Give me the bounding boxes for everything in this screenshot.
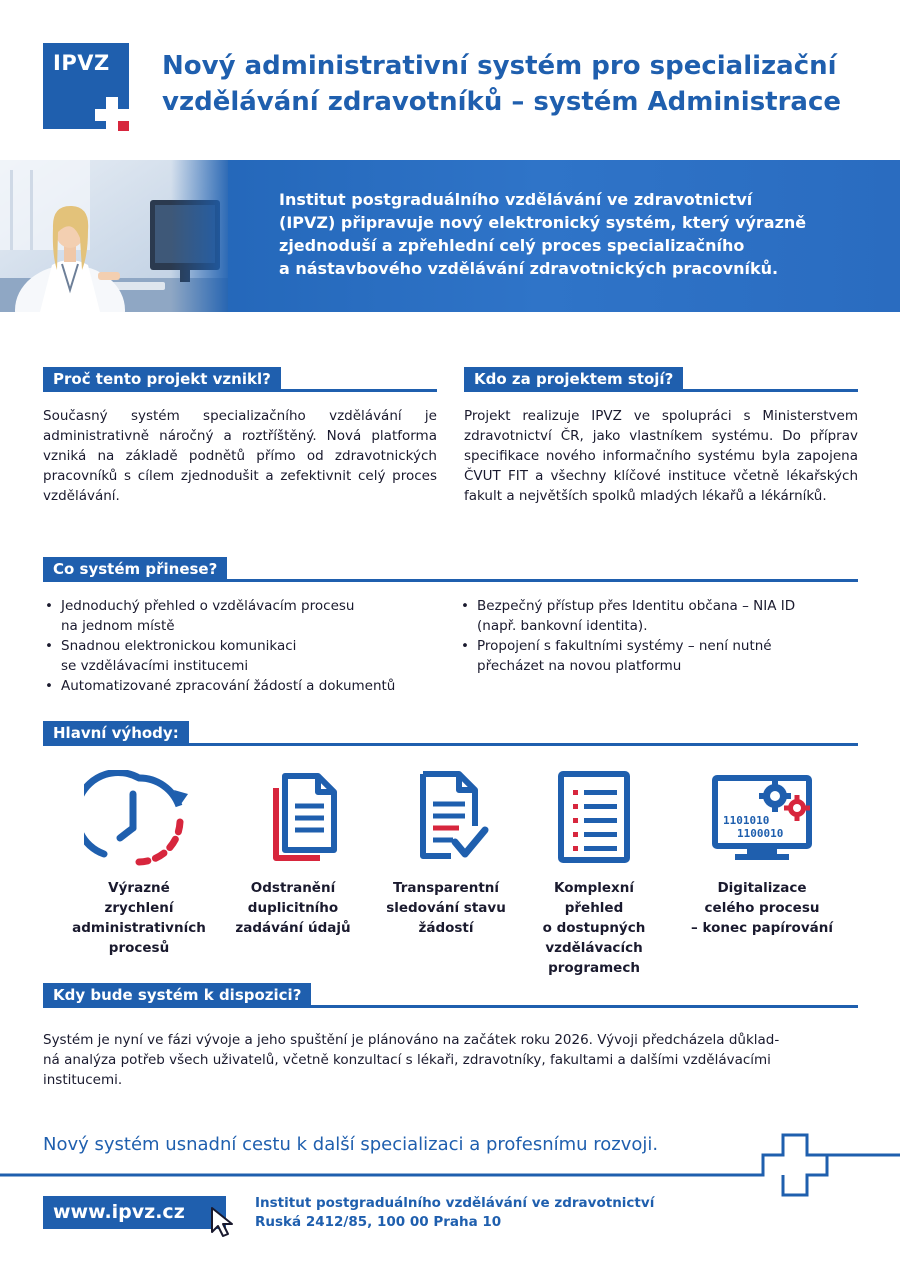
brings-list-right: [459, 596, 859, 676]
monitor-gears-icon: [707, 770, 817, 870]
when-text: Systém je nyní ve fázi vývoje a jeho spuštění je plánováno na začátek roku 2026. Vývoji předcházela důklad- ná analýza potřeb všech uživatelů, včetně konzultací s lékaři, zdravotníky, fakultami a dalšími vzdělávacími institucemi.: [43, 1032, 780, 1088]
logo-cross-icon: [95, 97, 131, 133]
benefit-tracking: [366, 770, 526, 936]
hero-intro-text: Institut postgraduálního vzdělávání ve zdravotnictví (IPVZ) připravuje nový elektronický systém, který výrazně zjednoduší a zpřehlední celý proces specializačního a nástavbového vzdělávání zdravotnických pracovníků.: [279, 190, 807, 278]
section-heading-benefits: Hlavní výhody:: [43, 721, 858, 746]
who-text: Projekt realizuje IPVZ ve spolupráci s Ministerstvem zdravotnictví ČR, jako vlastníkem systému. Do příprav specifikace nového informačního systému byla zapojena ČVUT FIT a všechny klíčové instituce včetně lékařských fakult a největších spolků mladých lékařů a lékárníků.: [464, 408, 858, 504]
duplicate-documents-icon: [238, 770, 348, 870]
benefit-speed: [59, 770, 219, 956]
footer-address: Institut postgraduálního vzdělávání ve zdravotnictví Ruská 2412/85, 100 00 Praha 10: [255, 1195, 655, 1230]
why-text: Současný systém specializačního vzdělávání je administrativně náročný a roztříštěný. Nová platforma vzniká na základě podnětů přímo od zdravotnických pracovníků s cílem zjednodušit a zefektivnit celý proces vzdělávání.: [43, 408, 437, 504]
benefit-no-duplicates: [213, 770, 373, 936]
benefit-overview: [514, 770, 674, 976]
list-item: • Jednoduchý přehled o vzdělávacím procesu na jednom místě: [43, 596, 463, 636]
list-document-icon: [539, 770, 649, 870]
section-heading-who: Kdo za projektem stojí?: [464, 367, 858, 392]
hero-banner: [0, 160, 900, 312]
page-title: Nový administrativní systém pro specializační vzdělávání zdravotníků – systém Administrace: [162, 51, 842, 117]
list-item: • Propojení s fakultními systémy – není nutné přecházet na novou platformu: [459, 636, 859, 676]
logo-text: IPVZ: [53, 51, 110, 75]
benefit-caption: Komplexní přehled o dostupných vzdělávacích programech: [542, 880, 646, 976]
list-item: • Bezpečný přístup přes Identitu občana – NIA ID (např. bankovní identita).: [459, 596, 859, 636]
ipvz-logo: [43, 43, 129, 129]
clock-icon: [84, 770, 194, 870]
section-heading-why: Proč tento projekt vznikl?: [43, 367, 437, 392]
benefit-caption: Transparentní sledování stavu žádostí: [386, 880, 506, 936]
cursor-icon: [206, 1204, 242, 1240]
benefit-digitalization: [682, 770, 842, 936]
benefit-caption: Výrazné zrychlení administrativních procesů: [72, 880, 206, 956]
decorative-cross-line-icon: [0, 1125, 900, 1205]
benefit-caption: Digitalizace celého procesu – konec papírování: [691, 880, 833, 936]
tagline: Nový systém usnadní cestu k další specializaci a profesnímu rozvoji.: [43, 1134, 659, 1155]
doctor-at-computer-illustration: [0, 160, 228, 312]
website-link[interactable]: www.ipvz.cz: [43, 1196, 226, 1229]
binary-text-2: 1100010: [737, 827, 784, 840]
list-item: • Automatizované zpracování žádostí a dokumentů: [43, 676, 463, 696]
binary-text-1: 1101010: [723, 814, 770, 827]
brings-list-left: [43, 596, 463, 696]
list-item: • Snadnou elektronickou komunikaci se vzdělávacími institucemi: [43, 636, 463, 676]
document-check-icon: [391, 770, 501, 870]
benefit-caption: Odstranění duplicitního zadávání údajů: [235, 880, 351, 936]
section-heading-brings: Co systém přinese?: [43, 557, 858, 582]
section-heading-when: Kdy bude systém k dispozici?: [43, 983, 858, 1008]
